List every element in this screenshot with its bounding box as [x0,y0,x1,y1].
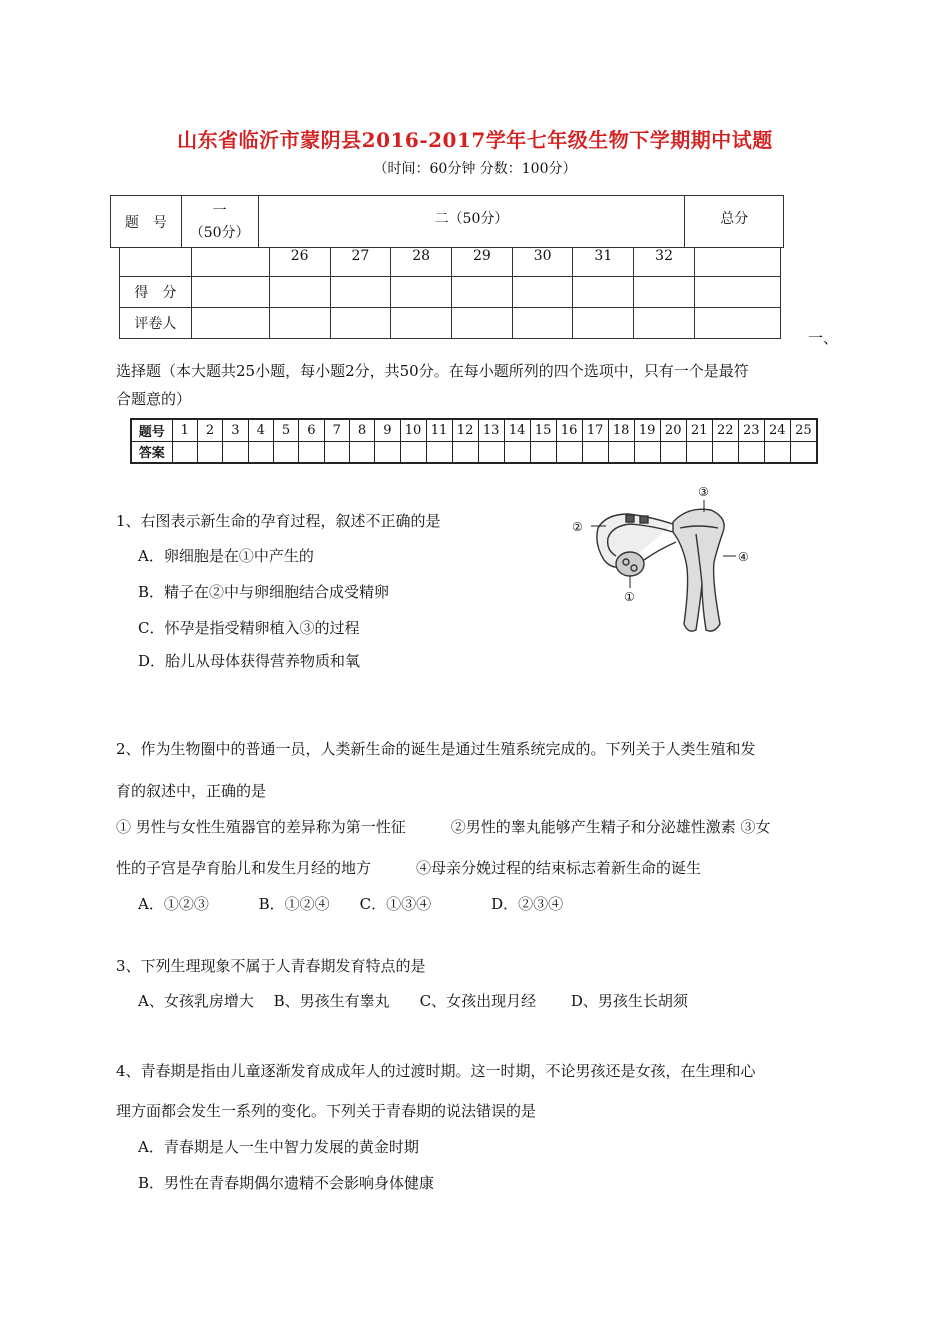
answer-cell[interactable] [223,441,248,463]
row-pingjuan: 评卷人 [120,308,192,339]
score-table-tihao: 题 号 [111,196,182,248]
answer-cell[interactable] [426,441,452,463]
section-number: 一、 [808,329,839,347]
answer-col-19: 19 [634,419,660,441]
col-27: 27 [330,248,391,277]
score-table-top [110,195,784,248]
fig-label-2: ② [572,520,583,534]
col-28: 28 [391,248,452,277]
exam-info: （时间：60分钟 分数：100分） [373,161,577,177]
answer-table [130,418,818,464]
section-instructions-cont: 合题意的） [116,390,192,408]
q1-option-d: D．胎儿从母体获得营养物质和氧 [138,652,361,670]
answer-col-22: 22 [712,419,738,441]
answer-cell[interactable] [582,441,608,463]
q1-option-a: A．卵细胞是在①中产生的 [138,547,314,565]
q1-option-c: C．怀孕是指受精卵植入③的过程 [138,619,360,637]
row-defen: 得 分 [120,277,192,308]
answer-col-16: 16 [556,419,582,441]
answer-col-9: 9 [375,419,400,441]
col-32: 32 [634,248,695,277]
answer-cell[interactable] [504,441,530,463]
answer-col-6: 6 [299,419,324,441]
q4-option-a: A．青春期是人一生中智力发展的黄金时期 [138,1138,419,1156]
answer-cell[interactable] [556,441,582,463]
answer-cell[interactable] [400,441,426,463]
col-26: 26 [269,248,330,277]
section-one-label: 一 [212,202,227,219]
fig-label-1: ① [624,590,635,604]
answer-cell[interactable] [172,441,197,463]
answer-col-21: 21 [686,419,712,441]
answer-col-5: 5 [273,419,298,441]
score-cell[interactable] [191,308,269,339]
answer-cell[interactable] [273,441,298,463]
answer-cell[interactable] [530,441,556,463]
score-cell[interactable] [452,277,513,308]
answer-col-4: 4 [248,419,273,441]
score-cell[interactable] [634,277,695,308]
q1-stem: 1、右图表示新生命的孕育过程，叙述不正确的是 [116,512,441,530]
q4-stem-cont: 理方面都会发生一系列的变化。下列关于青春期的说法错误的是 [116,1102,537,1120]
answer-cell[interactable] [452,441,478,463]
answer-col-2: 2 [197,419,222,441]
answer-col-13: 13 [478,419,504,441]
q2-stem: 2、作为生物圈中的普通一员，人类新生命的诞生是通过生殖系统完成的。下列关于人类生殖和发 [116,740,756,758]
answer-cell[interactable] [608,441,634,463]
section-one-points: （50分） [189,224,250,241]
page-title: 山东省临沂市蒙阴县2016-2017学年七年级生物下学期期中试题 [177,128,773,152]
score-cell [694,248,780,277]
q3-options: A、女孩乳房增大 B、男孩生有睾丸 C、女孩出现月经 D、男孩生长胡须 [138,992,688,1010]
score-cell[interactable] [330,277,391,308]
score-cell[interactable] [330,308,391,339]
q2-stem-cont: 育的叙述中，正确的是 [116,782,267,800]
answer-col-7: 7 [324,419,349,441]
fig-label-4: ④ [738,550,749,564]
answer-col-18: 18 [608,419,634,441]
answer-cell[interactable] [660,441,686,463]
answer-col-23: 23 [738,419,764,441]
answer-cell[interactable] [299,441,324,463]
q3-stem: 3、下列生理现象不属于人青春期发育特点的是 [116,957,426,975]
score-cell[interactable] [512,308,573,339]
answer-cell[interactable] [375,441,400,463]
q2-statements-cont: 性的子宫是孕育胎儿和发生月经的地方 ④母亲分娩过程的结束标志着新生命的诞生 [116,859,702,877]
answer-cell[interactable] [478,441,504,463]
answer-col-11: 11 [426,419,452,441]
fig-label-3: ③ [698,485,709,499]
answer-col-12: 12 [452,419,478,441]
score-cell[interactable] [269,277,330,308]
answer-col-25: 25 [790,419,817,441]
score-table-total: 总分 [685,196,784,248]
q2-statements: ① 男性与女性生殖器官的差异称为第一性征 ②男性的睾丸能够产生精子和分泌雄性激素 ③女 [116,818,771,836]
score-cell[interactable] [694,308,780,339]
score-cell [191,248,269,277]
score-cell[interactable] [634,308,695,339]
score-cell[interactable] [269,308,330,339]
score-table-bottom [119,247,781,339]
section-instructions: 选择题（本大题共25小题，每小题2分，共50分。在每小题所列的四个选项中，只有一个是最符 [116,362,749,380]
score-cell[interactable] [512,277,573,308]
score-cell[interactable] [573,277,634,308]
q1-option-b: B．精子在②中与卵细胞结合成受精卵 [138,583,390,601]
answer-table-head: 题号 [131,419,172,441]
answer-col-8: 8 [349,419,374,441]
answer-col-24: 24 [764,419,790,441]
score-cell[interactable] [573,308,634,339]
answer-col-14: 14 [504,419,530,441]
col-31: 31 [573,248,634,277]
answer-col-17: 17 [582,419,608,441]
score-cell[interactable] [694,277,780,308]
answer-cell[interactable] [686,441,712,463]
answer-cell[interactable] [790,441,817,463]
answer-cell[interactable] [197,441,222,463]
answer-cell[interactable] [738,441,764,463]
answer-table-label: 答案 [131,441,172,463]
answer-cell[interactable] [248,441,273,463]
score-cell[interactable] [452,308,513,339]
answer-cell[interactable] [712,441,738,463]
reproductive-system-figure [568,484,758,644]
answer-col-20: 20 [660,419,686,441]
score-cell[interactable] [391,277,452,308]
col-29: 29 [452,248,513,277]
score-cell[interactable] [191,277,269,308]
answer-col-3: 3 [223,419,248,441]
answer-col-1: 1 [172,419,197,441]
col-30: 30 [512,248,573,277]
score-cell [120,248,192,277]
q4-stem: 4、青春期是指由儿童逐渐发育成成年人的过渡时期。这一时期，不论男孩还是女孩，在生理和心 [116,1062,756,1080]
answer-col-10: 10 [400,419,426,441]
score-cell[interactable] [391,308,452,339]
answer-cell[interactable] [764,441,790,463]
score-table-section-two: 二（50分） [258,196,685,248]
answer-col-15: 15 [530,419,556,441]
q4-option-b: B．男性在青春期偶尔遗精不会影响身体健康 [138,1174,435,1192]
score-table-section-one [181,196,258,248]
answer-cell[interactable] [349,441,374,463]
answer-cell[interactable] [324,441,349,463]
answer-cell[interactable] [634,441,660,463]
q2-options: A．①②③ B．①②④ C．①③④ D．②③④ [138,895,564,913]
